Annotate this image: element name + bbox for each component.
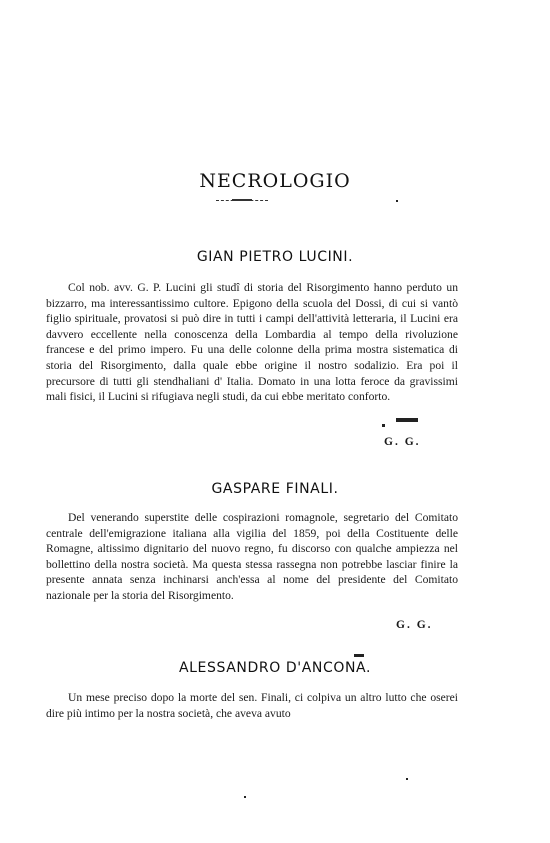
title-divider xyxy=(216,200,268,201)
scan-speck xyxy=(244,796,246,798)
scan-speck xyxy=(396,418,418,422)
section-body-finali: Del venerando superstite delle cospirazioni romagnole, segretario del Comitato centrale dell'emigrazione italiana alla vigilia del 1859, poi della Costituente delle Romagne, altissimo dignitario del nuovo regno, fu discorso con qualche ampiezza nel bollettino della nostra società. Ma questa stessa rassegna non potrebbe lasciar finire la presente annata senza inchinarsi anch'essa al nome del presidente del Comitato nazionale per la storia del Risorgimento. xyxy=(46,511,458,602)
scan-speck xyxy=(382,424,385,427)
section-signature-finali: G. G. xyxy=(396,619,433,631)
scan-speck xyxy=(406,778,408,780)
section-heading-dancona: ALESSANDRO D'ANCONA. xyxy=(178,660,371,676)
section-body-lucini: Col nob. avv. G. P. Lucini gli studî di storia del Risorgimento hanno perduto un bizzarro, ma interessantissimo cultore. Epigono della scuola del Dossi, di cui si vantò figlio spirituale, provatosi si può dire in tutti i campi dell'attività letteraria, il Lucini era davvero eccellente nella conoscenza della Lombardia al tempo della rivoluzione francese e del primo impero. Fu una delle colonne della prima mostra sistematica di storia del Risorgimento, dalla quale ebbe origine il nostro sodalizio. Era poi il precursore di tutti gli stendhaliani d' Italia. Domato in una lotta feroce da gravissimi mali fisici, il Lucini si rifugiava negli studi, da cui ebbe meritato conforto. xyxy=(46,281,458,404)
scan-speck xyxy=(354,654,364,657)
section-heading-lucini: GIAN PIETRO LUCINI. xyxy=(196,249,354,265)
section-heading-finali: GASPARE FINALI. xyxy=(211,481,339,497)
page-title: NECROLOGIO xyxy=(199,170,351,192)
scan-speck xyxy=(396,200,398,202)
section-signature-lucini: G. G. xyxy=(384,436,421,448)
section-body-dancona: Un mese preciso dopo la morte del sen. Finali, ci colpiva un altro lutto che oserei dire più intimo per la nostra società, che aveva avuto xyxy=(46,691,458,720)
